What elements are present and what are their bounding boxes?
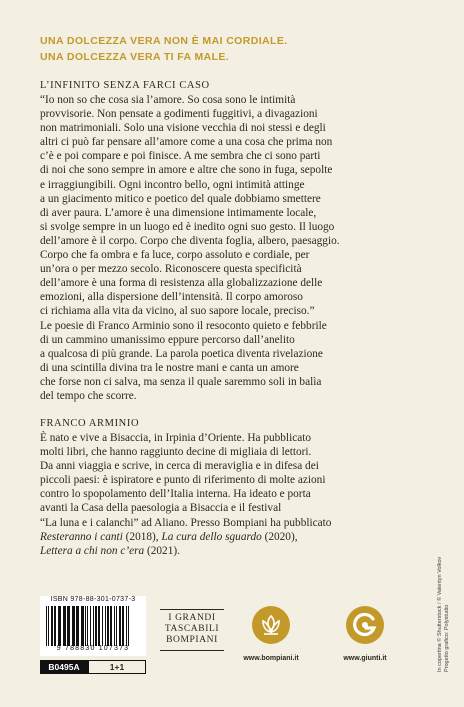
barcode-bar: [46, 606, 47, 646]
body-line: di una scintilla divina tra le nostre mani e canta un amore: [40, 361, 299, 374]
bompiani-url: www.bompiani.it: [243, 655, 299, 662]
cover-credit: [437, 552, 451, 672]
barcode-bar: [110, 606, 112, 646]
body-line: del tempo che scorre.: [40, 389, 137, 402]
body-line: si svolge sempre in un luogo ed è inedito ogni suo gesto. Il luogo: [40, 220, 335, 233]
barcode-bar: [116, 606, 117, 646]
cover-credit-line-2: Progetto grafico: Polystudio: [444, 604, 450, 672]
body-line: c’è e poi compare e poi finisce. A me sembra che ci sono parti: [40, 150, 321, 163]
body-line: emozioni, alla dispersione dell’intensità. Il corpo amoroso: [40, 291, 303, 304]
barcode-bar: [87, 606, 88, 646]
series-line-2: TASCABILI: [164, 624, 220, 634]
giunti-swirl-icon: [346, 606, 384, 644]
barcode-bar: [95, 606, 97, 646]
body-line: [40, 530, 430, 544]
body-line: contro lo spopolamento dell’Italia interna. Ha ideato e porta: [40, 488, 311, 501]
body-line: Le poesie di Franco Arminio sono il resoconto quieto e febbrile: [40, 319, 327, 332]
barcode-bar: [58, 606, 61, 646]
bompiani-lotus-icon: [252, 606, 290, 644]
giunti-logo: [346, 606, 384, 644]
product-code: B0495A: [40, 660, 88, 674]
body-line: Corpo che fa ombra e fa luce, corpo assoluto e cordiale, per: [40, 249, 310, 262]
body-line: di un cammino umanissimo eppure percorso dall’anelito: [40, 333, 295, 346]
body-line: di noi che sono sempre in amore e altre che sono in fuga, sepolte: [40, 164, 333, 177]
body-line: È nato e vive a Bisaccia, in Irpinia d’Oriente. Ha pubblicato: [40, 432, 312, 444]
series-rule-bottom: [160, 650, 224, 651]
product-pieces: 1+1: [88, 660, 146, 674]
body-line: dell’amore è il corpo. Corpo che diventa foglia, albero, paesaggio.: [40, 234, 340, 247]
body-line: provvisorie. Non pensate a godimenti fuggitivi, a divagazioni: [40, 108, 318, 121]
barcode-bar: [90, 606, 91, 646]
barcode-bar: [93, 606, 94, 646]
isbn-label: ISBN 978-88-301-0737-3: [50, 596, 136, 603]
body-line: altri ci può far pensare all’amore come a una cosa che prima non: [40, 136, 333, 149]
body-line: dell’amore è una forma di resistenza alla globalizzazione delle: [40, 277, 323, 290]
body-fragment: (2021).: [144, 544, 180, 557]
barcode-bar: [107, 606, 109, 646]
barcode-bar: [114, 606, 115, 646]
body-line: non matrimoniali. Solo una visione vecchia di noi stessi e degli: [40, 122, 326, 135]
section-title-infinito: L’INFINITO SENZA FARCI CASO: [40, 80, 210, 91]
series-line-1: I GRANDI: [168, 613, 216, 623]
series-line-3: BOMPIANI: [166, 635, 218, 645]
body-line: avanti la Casa della paesologia a Bisaccia e il festival: [40, 502, 282, 515]
body-line: ci richiama alla vita da vicino, al suo sapore locale, preciso.”: [40, 305, 315, 318]
body-line: a qualcosa di più grande. La parola poetica diventa rivelazione: [40, 347, 323, 360]
section-title-author: FRANCO ARMINIO: [40, 418, 140, 429]
barcode-bar: [54, 606, 56, 646]
barcode-bars: [46, 606, 140, 646]
barcode-bar: [76, 606, 79, 646]
body-line: piccoli paesi: è ispiratore e punto di riferimento di molte azioni: [40, 474, 326, 487]
barcode-bar: [85, 606, 86, 646]
barcode-bar: [51, 606, 53, 646]
bompiani-logo: [252, 606, 290, 644]
barcode-bar: [81, 606, 84, 646]
barcode-bar: [126, 606, 127, 646]
body-line: molti libri, che hanno raggiunto decine di migliaia di lettori.: [40, 446, 312, 459]
series-rule-top: [160, 609, 224, 610]
body-line: a un giacimento mitico e poetico del quale dobbiamo smettere: [40, 192, 321, 205]
body-fragment: (2018),: [122, 530, 162, 543]
barcode-digits: 9 788830 107373: [56, 645, 130, 652]
cover-credit-line-1: In copertina © Shutterstock / © Valentyn Volkov: [437, 556, 443, 672]
barcode-bar: [128, 606, 129, 646]
barcode-bar: [48, 606, 49, 646]
barcode-bar: [102, 606, 103, 646]
barcode-bar: [122, 606, 124, 646]
tagline: [40, 33, 420, 65]
barcode-bar: [72, 606, 75, 646]
tagline-line-1: UNA DOLCEZZA VERA NON È MAI CORDIALE.: [40, 35, 288, 47]
body-line: e irraggiungibili. Ogni incontro bello, ogni intimità attinge: [40, 178, 305, 191]
section-body-infinito: [40, 93, 430, 403]
series-name: [160, 613, 224, 646]
barcode-bar: [98, 606, 100, 646]
section-body-author: [40, 431, 430, 558]
body-line: che forse non ci salva, ma senza il quale saremmo soli in balìa: [40, 375, 322, 388]
barcode-bar: [67, 606, 70, 646]
book-title: Resteranno i canti: [40, 530, 123, 543]
body-line: un’ora o per mezzo secolo. Riconoscere questa specificità: [40, 263, 302, 276]
book-title: La cura dello sguardo: [161, 530, 262, 543]
body-line: “Io non so che cosa sia l’amore. So cosa sono le intimità: [40, 94, 296, 106]
tagline-line-2: UNA DOLCEZZA VERA TI FA MALE.: [40, 51, 230, 63]
body-line: [40, 544, 430, 558]
body-line: “La luna e i calanchi” ad Aliano. Presso Bompiani ha pubblicato: [40, 516, 332, 529]
book-title: Lettera a chi non c’era: [40, 544, 145, 557]
giunti-url: www.giunti.it: [343, 655, 387, 662]
barcode-bar: [63, 606, 66, 646]
body-line: Da anni viaggia e scrive, in cerca di meraviglia e in difesa dei: [40, 460, 319, 473]
barcode: [40, 596, 146, 656]
barcode-bar: [105, 606, 106, 646]
body-fragment: (2020),: [261, 530, 298, 543]
barcode-bar: [119, 606, 121, 646]
body-line: di aver paura. L’amore è una dimensione intimamente locale,: [40, 206, 317, 219]
